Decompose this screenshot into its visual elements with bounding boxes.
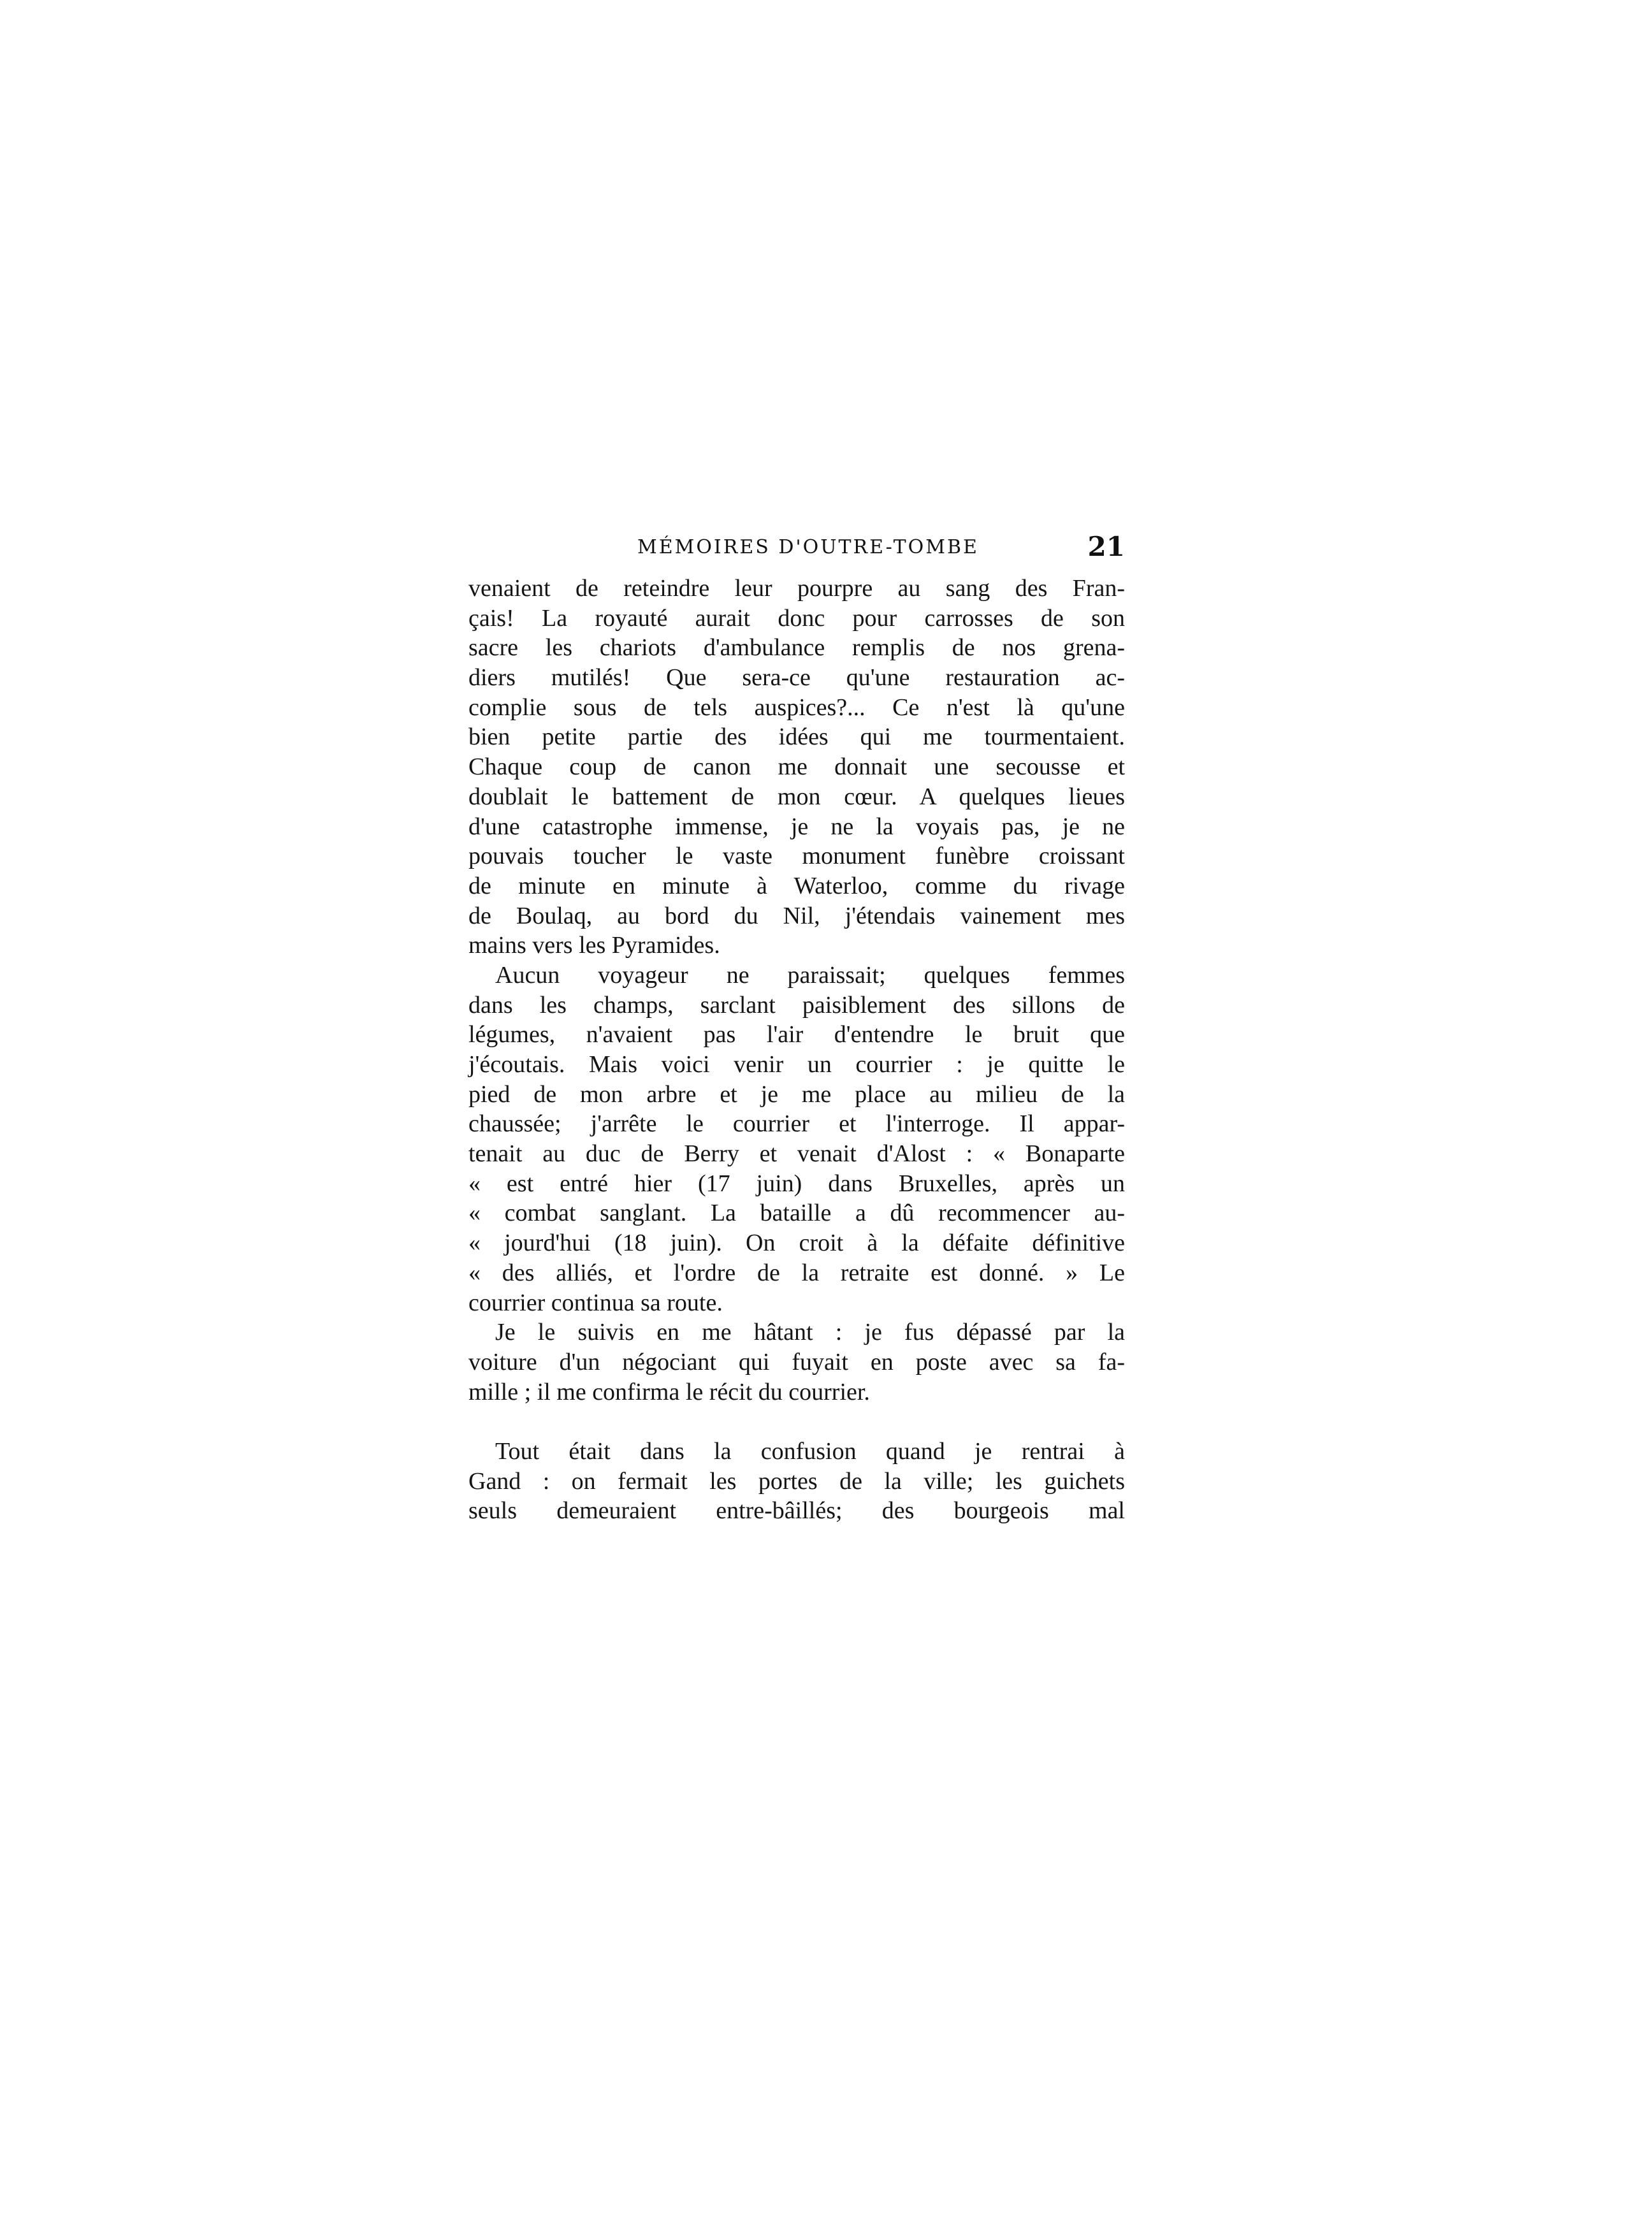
text-line: Gand : on fermait les portes de la ville; les guichets: [468, 1467, 1125, 1495]
text-line: Je le suivis en me hâtant : je fus dépassé par la: [495, 1319, 1125, 1346]
text-line: j'écoutais. Mais voici venir un courrier : je quitte le: [468, 1051, 1125, 1078]
text-line: bien petite partie des idées qui me tourmentaient.: [468, 723, 1125, 751]
text-line: venaient de reteindre leur pourpre au sang des Fran-: [468, 575, 1125, 602]
page-number: 21: [1087, 531, 1125, 562]
text-line: Aucun voyageur ne paraissait; quelques femmes: [495, 961, 1125, 989]
text-line: mille ; il me confirma le récit du courrier.: [468, 1378, 870, 1405]
text-line: de minute en minute à Waterloo, comme du rivage: [468, 872, 1125, 899]
text-line: diers mutilés! Que sera-ce qu'une restauration ac-: [468, 664, 1125, 692]
text-line: légumes, n'avaient pas l'air d'entendre le bruit que: [468, 1021, 1125, 1049]
text-line: seuls demeuraient entre-bâillés; des bourgeois mal: [468, 1497, 1125, 1525]
text-line: Chaque coup de canon me donnait une secousse et: [468, 753, 1125, 781]
section-gap: [468, 1407, 1125, 1437]
text-line: çais! La royauté aurait donc pour carrosses de son: [468, 604, 1125, 632]
text-line: doublait le battement de mon cœur. A quelques lieues: [468, 783, 1125, 810]
text-line: chaussée; j'arrête le courrier et l'interroge. Il appar-: [468, 1110, 1125, 1138]
text-line: courrier continua sa route.: [468, 1289, 723, 1316]
text-line: « jourd'hui (18 juin). On croit à la défaite définitive: [468, 1230, 1125, 1257]
text-line: sacre les chariots d'ambulance remplis de nos grena-: [468, 634, 1125, 662]
text-line: Tout était dans la confusion quand je rentrai à: [495, 1437, 1125, 1465]
text-line: « combat sanglant. La bataille a dû recommencer au-: [468, 1200, 1125, 1227]
paragraph-1: [468, 574, 1125, 961]
text-line: tenait au duc de Berry et venait d'Alost : « Bonaparte: [468, 1140, 1125, 1168]
text-line: « des alliés, et l'ordre de la retraite est donné. » Le: [468, 1259, 1125, 1286]
paragraph-4: [468, 1437, 1125, 1526]
text-line: d'une catastrophe immense, je ne la voyais pas, je ne: [468, 813, 1125, 840]
paragraph-2: [468, 961, 1125, 1318]
body-text: [468, 574, 1125, 1526]
text-line: voiture d'un négociant qui fuyait en poste avec sa fa-: [468, 1348, 1125, 1376]
text-line: de Boulaq, au bord du Nil, j'étendais vainement mes: [468, 902, 1125, 929]
text-line: « est entré hier (17 juin) dans Bruxelles, après un: [468, 1170, 1125, 1197]
text-line: mains vers les Pyramides.: [468, 932, 720, 959]
paragraph-3: [468, 1318, 1125, 1407]
text-line: pied de mon arbre et je me place au milieu de la: [468, 1080, 1125, 1108]
text-line: complie sous de tels auspices?... Ce n'est là qu'une: [468, 693, 1125, 721]
running-title: MÉMOIRES D'OUTRE-TOMBE: [637, 536, 979, 558]
text-line: pouvais toucher le vaste monument funèbre croissant: [468, 843, 1125, 870]
text-line: dans les champs, sarclant paisiblement des sillons de: [468, 991, 1125, 1019]
running-head: [468, 526, 1125, 564]
